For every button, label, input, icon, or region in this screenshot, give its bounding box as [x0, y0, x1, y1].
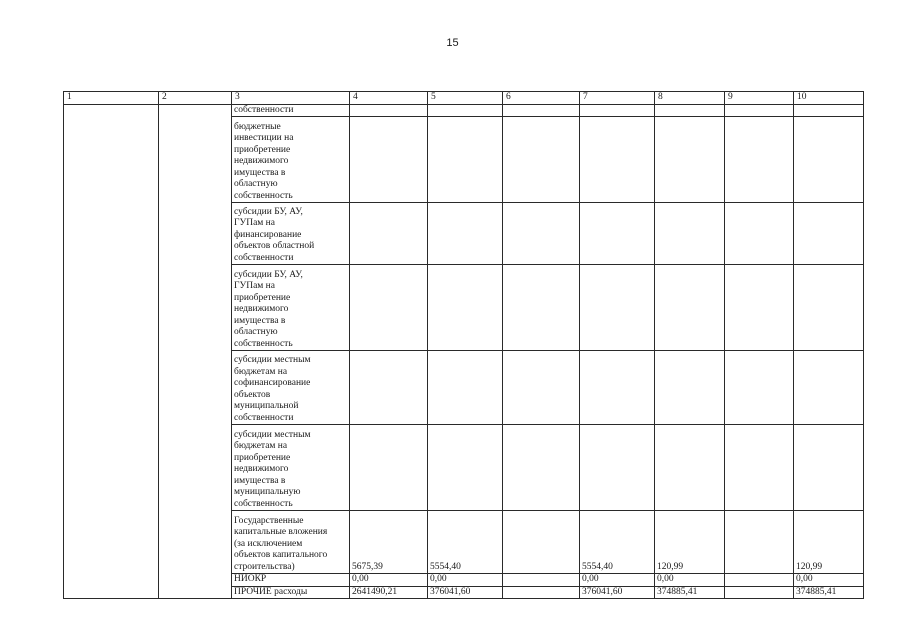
value-cell: [580, 117, 655, 203]
value-cell: [503, 425, 580, 511]
value-cell: [503, 586, 580, 599]
value-cell: [503, 203, 580, 265]
row-description: Государственные капитальные вложения (за исключением объектов капитального строительства): [232, 511, 350, 574]
value-cell: 5554,40: [580, 511, 655, 574]
value-cell: [428, 425, 503, 511]
value-cell: [725, 104, 794, 117]
col1-merged-cell: [64, 104, 159, 599]
column-header: 8: [655, 92, 725, 105]
value-cell: [350, 351, 428, 425]
value-cell: [503, 351, 580, 425]
row-description: субсидии местным бюджетам на софинансирование объектов муниципальной собственности: [232, 351, 350, 425]
value-cell: [428, 104, 503, 117]
value-cell: 2641490,21: [350, 586, 428, 599]
value-cell: 374885,41: [794, 586, 864, 599]
value-cell: [580, 104, 655, 117]
row-description: НИОКР: [232, 574, 350, 587]
column-number-row: [64, 92, 864, 105]
row-description: собственности: [232, 104, 350, 117]
value-cell: [655, 425, 725, 511]
value-cell: [580, 425, 655, 511]
value-cell: 0,00: [794, 574, 864, 587]
row-description: субсидии БУ, АУ, ГУПам на приобретение недвижимого имущества в областную собственность: [232, 265, 350, 351]
value-cell: [503, 574, 580, 587]
value-cell: [503, 117, 580, 203]
value-cell: [725, 511, 794, 574]
value-cell: [725, 203, 794, 265]
budget-table: [63, 91, 864, 599]
value-cell: [428, 351, 503, 425]
value-cell: 5675,39: [350, 511, 428, 574]
value-cell: [503, 511, 580, 574]
value-cell: [655, 104, 725, 117]
value-cell: [725, 586, 794, 599]
column-header: 3: [232, 92, 350, 105]
value-cell: [503, 265, 580, 351]
value-cell: [655, 265, 725, 351]
value-cell: [580, 351, 655, 425]
row-description: субсидии БУ, АУ, ГУПам на финансирование объектов областной собственности: [232, 203, 350, 265]
value-cell: [725, 574, 794, 587]
row-description: ПРОЧИЕ расходы: [232, 586, 350, 599]
value-cell: [428, 265, 503, 351]
value-cell: [794, 425, 864, 511]
value-cell: 376041,60: [580, 586, 655, 599]
column-header: 5: [428, 92, 503, 105]
value-cell: [725, 265, 794, 351]
column-header: 4: [350, 92, 428, 105]
value-cell: 0,00: [428, 574, 503, 587]
value-cell: 0,00: [350, 574, 428, 587]
value-cell: 376041,60: [428, 586, 503, 599]
value-cell: [655, 203, 725, 265]
table-row: [64, 104, 864, 117]
column-header: 2: [159, 92, 232, 105]
value-cell: 374885,41: [655, 586, 725, 599]
value-cell: [794, 104, 864, 117]
value-cell: [350, 425, 428, 511]
column-header: 10: [794, 92, 864, 105]
value-cell: [350, 203, 428, 265]
value-cell: [725, 351, 794, 425]
column-header: 6: [503, 92, 580, 105]
column-header: 9: [725, 92, 794, 105]
value-cell: [794, 117, 864, 203]
value-cell: 5554,40: [428, 511, 503, 574]
value-cell: [794, 203, 864, 265]
value-cell: 0,00: [655, 574, 725, 587]
value-cell: [428, 117, 503, 203]
value-cell: [350, 265, 428, 351]
value-cell: 0,00: [580, 574, 655, 587]
value-cell: 120,99: [794, 511, 864, 574]
value-cell: [428, 203, 503, 265]
value-cell: [580, 203, 655, 265]
value-cell: [655, 117, 725, 203]
value-cell: [503, 104, 580, 117]
column-header: 1: [64, 92, 159, 105]
value-cell: [794, 265, 864, 351]
column-header: 7: [580, 92, 655, 105]
row-description: бюджетные инвестиции на приобретение недвижимого имущества в областную собственность: [232, 117, 350, 203]
col2-merged-cell: [159, 104, 232, 599]
value-cell: [794, 351, 864, 425]
value-cell: [655, 351, 725, 425]
page-number: 15: [446, 37, 459, 49]
row-description: субсидии местным бюджетам на приобретение недвижимого имущества в муниципальную собственность: [232, 425, 350, 511]
value-cell: 120,99: [655, 511, 725, 574]
value-cell: [580, 265, 655, 351]
value-cell: [350, 117, 428, 203]
value-cell: [725, 117, 794, 203]
value-cell: [725, 425, 794, 511]
value-cell: [350, 104, 428, 117]
